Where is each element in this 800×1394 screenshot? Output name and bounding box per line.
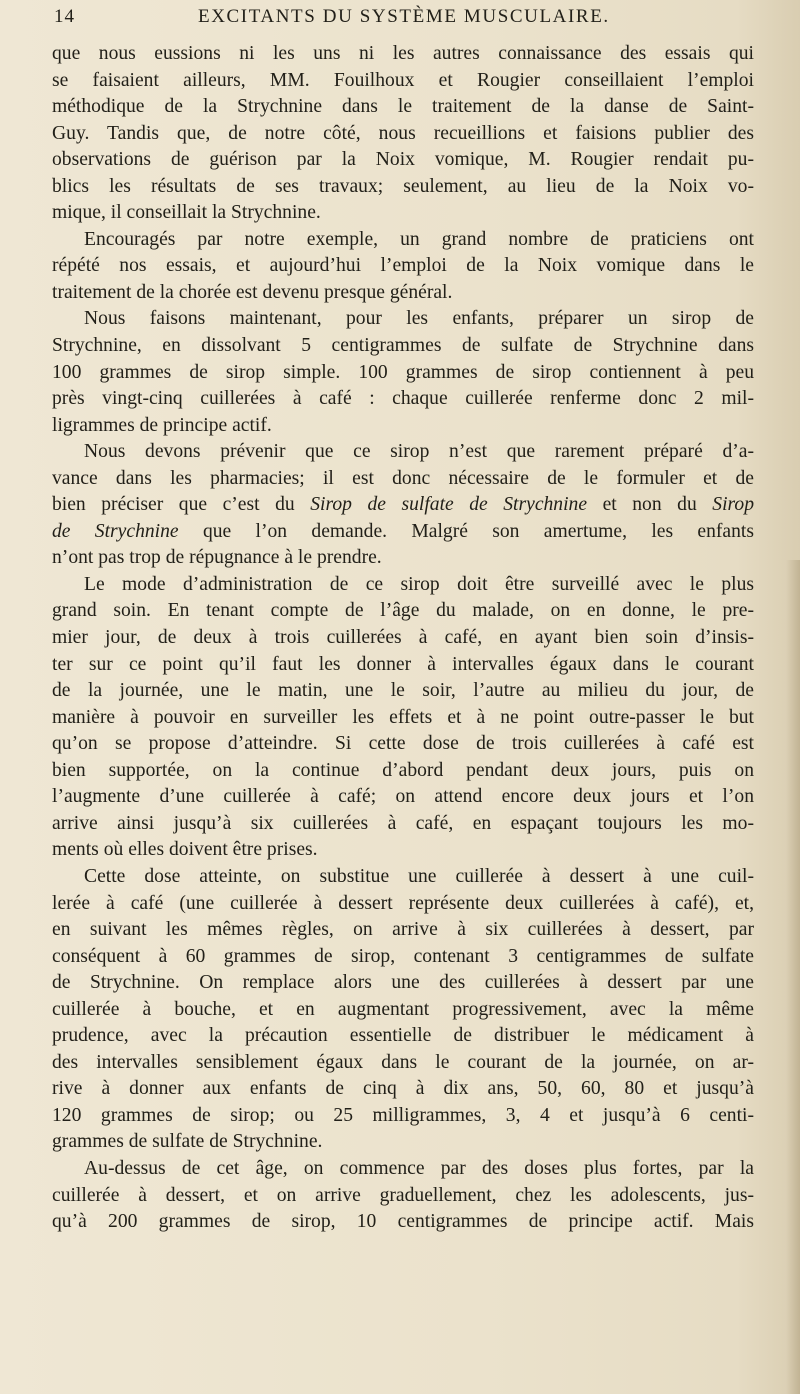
text-run: bien préciser que c’est du (52, 494, 295, 516)
text-line: ments où elles doivent être prises. (52, 839, 318, 861)
text-line: de Strychnine. On remplace alors une des cuillerées à dessert par une (52, 972, 754, 994)
text-line: Le mode d’administration de ce sirop doit être surveillé avec le plus (84, 573, 754, 595)
text-line: ligrammes de principe actif. (52, 414, 272, 436)
text-line: Nous faisons maintenant, pour les enfants, préparer un sirop de (84, 308, 754, 330)
text-line: Au-dessus de cet âge, on commence par des doses plus fortes, par la (84, 1157, 754, 1179)
italic-run: Sirop de sulfate de Strychnine (310, 494, 588, 516)
text-line: que nous eussions ni les uns ni les autres connaissance des essais qui (52, 43, 754, 64)
text-line: traitement de la chorée est devenu presque général. (52, 281, 453, 303)
text-line: se faisaient ailleurs, MM. Fouilhoux et Rougier conseillaient l’emploi (52, 69, 754, 91)
text-run: que l’on demande. Malgré son amertume, les enfants (202, 520, 754, 542)
running-header (54, 6, 754, 36)
text-line: Guy. Tandis que, de notre côté, nous recueillions et faisions publier des (52, 122, 754, 144)
text-line: Nous devons prévenir que ce sirop n’est que rarement préparé d’a- (84, 441, 754, 463)
text-line: ter sur ce point qu’il faut les donner à intervalles égaux dans le courant (52, 653, 754, 675)
text-line: arrive ainsi jusqu’à six cuillerées à café, en espaçant toujours les mo- (52, 812, 754, 834)
text-line: rive à donner aux enfants de cinq à dix ans, 50, 60, 80 et jusqu’à (52, 1078, 754, 1100)
text-line: près vingt-cinq cuillerées à café : chaque cuillerée renferme donc 2 mil- (52, 388, 754, 410)
text-line: Strychnine, en dissolvant 5 centigrammes de sulfate de Strychnine dans (52, 335, 754, 357)
text-line: conséquent à 60 grammes de sirop, contenant 3 centigrammes de sulfate (52, 945, 754, 967)
text-line: bien supportée, on la continue d’abord pendant deux jours, puis on (52, 759, 754, 781)
running-title: EXCITANTS DU SYSTÈME MUSCULAIRE. (198, 6, 610, 27)
text-line: grand soin. En tenant compte de l’âge du malade, on en donne, le pre- (52, 600, 754, 622)
page-edge-shadow (786, 560, 800, 1394)
text-line: blics les résultats de ses travaux; seulement, au lieu de la Noix vo- (52, 175, 754, 197)
text-line: grammes de sulfate de Strychnine. (52, 1131, 323, 1153)
text-line: de la journée, une le matin, une le soir, l’autre au milieu du jour, de (52, 680, 754, 702)
body-text (52, 41, 754, 1236)
text-line: l’augmente d’une cuillerée à café; on attend encore deux jours et l’on (52, 786, 754, 808)
text-line: 120 grammes de sirop; ou 25 milligrammes, 3, 4 et jusqu’à 6 centi- (52, 1104, 754, 1126)
text-line: cuillerée à bouche, et en augmentant progressivement, avec la même (52, 998, 754, 1020)
text-line-mixed (52, 492, 754, 519)
page-number: 14 (54, 6, 75, 27)
text-line: qu’on se propose d’atteindre. Si cette dose de trois cuillerées à café est (52, 733, 754, 755)
text-line: observations de guérison par la Noix vomique, M. Rougier rendait pu- (52, 149, 754, 171)
text-line: prudence, avec la précaution essentielle de distribuer le médicament à (52, 1025, 754, 1047)
text-line: Cette dose atteinte, on substitue une cuillerée à dessert à une cuil- (84, 865, 754, 887)
text-line: qu’à 200 grammes de sirop, 10 centigrammes de principe actif. Mais (52, 1211, 754, 1233)
text-line: en suivant les mêmes règles, on arrive à six cuillerées à dessert, par (52, 919, 754, 941)
text-line: méthodique de la Strychnine dans le traitement de la danse de Saint- (52, 96, 754, 118)
text-run: et non du (602, 494, 697, 516)
text-line: manière à pouvoir en surveiller les effets et à ne point outre-passer le but (52, 706, 754, 728)
text-line: mier jour, de deux à trois cuillerées à café, en ayant bien soin d’insis- (52, 627, 754, 649)
text-line-mixed (52, 519, 754, 546)
text-line: mique, il conseillait la Strychnine. (52, 202, 321, 224)
text-line: des intervalles sensiblement égaux dans le courant de la journée, on ar- (52, 1051, 754, 1073)
text-line: 100 grammes de sirop simple. 100 grammes de sirop contiennent à peu (52, 361, 754, 383)
text-line: cuillerée à dessert, et on arrive graduellement, chez les adolescents, jus- (52, 1184, 754, 1206)
text-line: répété nos essais, et aujourd’hui l’emploi de la Noix vomique dans le (52, 255, 754, 277)
text-line: n’ont pas trop de répugnance à le prendre. (52, 547, 382, 569)
text-line: lerée à café (une cuillerée à dessert représente deux cuillerées à café), et, (52, 892, 754, 914)
text-line: Encouragés par notre exemple, un grand nombre de praticiens ont (84, 228, 754, 250)
italic-run: Sirop (712, 494, 755, 516)
italic-run: de Strychnine (52, 520, 179, 542)
text-line: vance dans les pharmacies; il est donc nécessaire de le formuler et de (52, 467, 754, 489)
